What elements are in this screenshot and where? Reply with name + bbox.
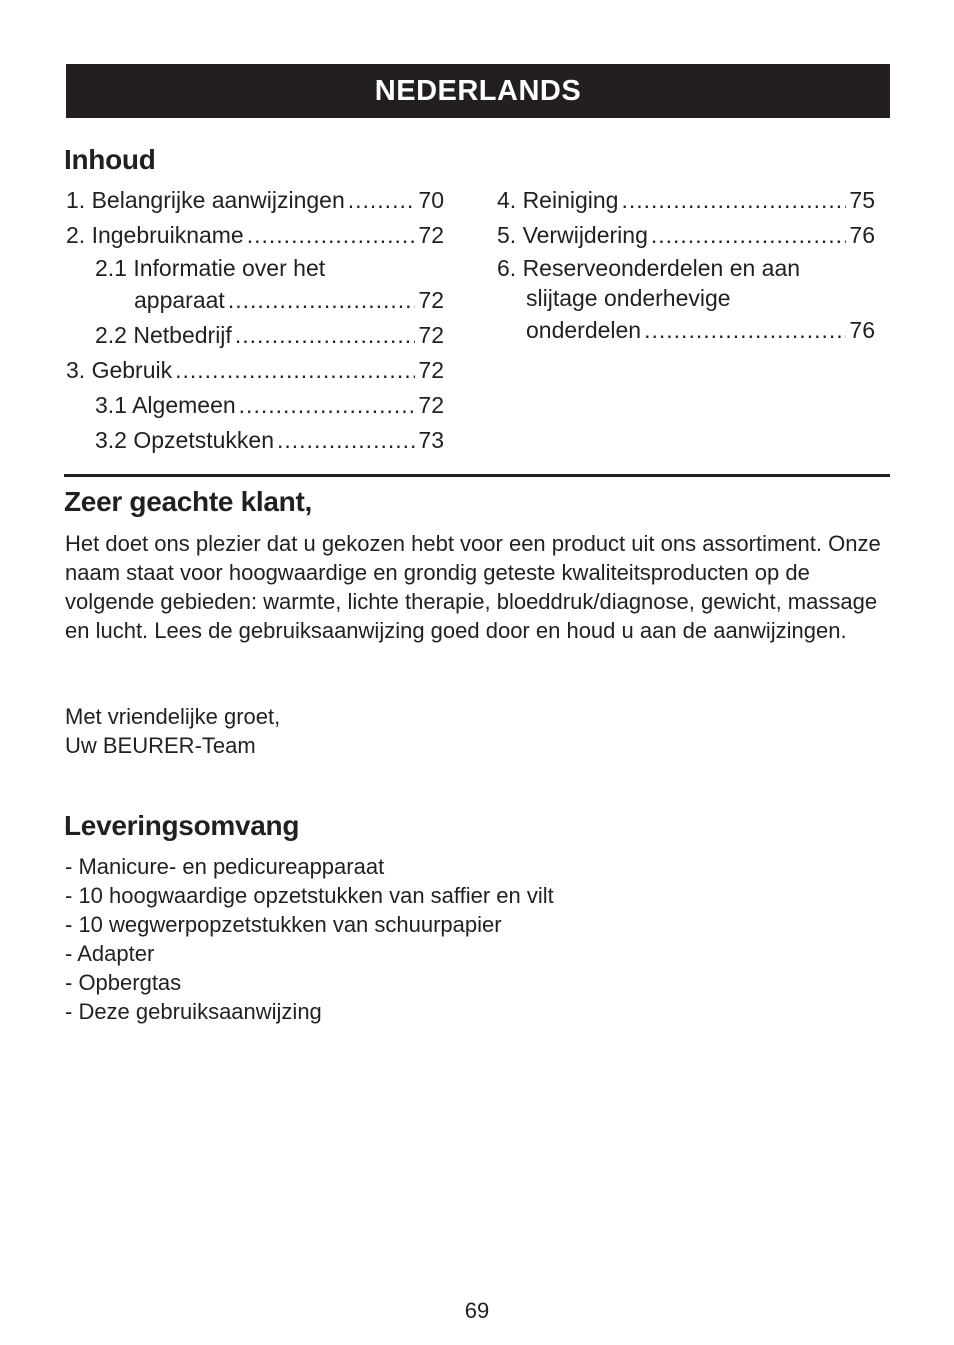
toc-entry[interactable] (66, 318, 444, 353)
toc-entry-page: 73 (418, 427, 444, 453)
toc-leader (247, 218, 416, 253)
toc-entry-page: 76 (849, 222, 875, 248)
toc-entry-page: 72 (418, 287, 444, 313)
toc-entry-page: 72 (418, 222, 444, 248)
greeting-closing (65, 702, 895, 760)
toc-entry[interactable] (66, 183, 444, 218)
toc-leader (621, 183, 846, 218)
toc-leader (235, 318, 416, 353)
toc-entry-label: apparaat (134, 287, 225, 313)
toc-entry-page: 75 (849, 187, 875, 213)
toc-entry-label: 2. Ingebruikname (66, 222, 244, 248)
greeting-title: Zeer geachte klant, (64, 486, 312, 517)
toc-entry-label: onderdelen (526, 317, 642, 343)
toc-entry[interactable] (66, 353, 444, 388)
toc-entry-page: 72 (418, 357, 444, 383)
page-number: 69 (464, 1298, 490, 1323)
list-item: - Adapter (65, 941, 155, 966)
toc-entry[interactable] (66, 253, 444, 283)
toc-entry-label: 2.2 Netbedrijf (95, 322, 232, 348)
list-item: - 10 hoogwaardige opzetstukken van saffier en vilt (65, 883, 554, 908)
delivery-title: Leveringsomvang (64, 810, 300, 841)
toc-entry-label: 3.1 Algemeen (95, 392, 236, 418)
closing-line-2: Uw BEURER-Team (65, 733, 256, 758)
toc-entry[interactable] (497, 218, 875, 253)
toc-entry-continuation[interactable] (497, 313, 875, 348)
toc-entry-page: 70 (418, 187, 444, 213)
toc-entry-label: slijtage onderhevige (526, 285, 731, 311)
toc-entry-label: 3.2 Opzetstukken (95, 427, 274, 453)
toc-leader (644, 313, 846, 348)
closing-line-1: Met vriendelijke groet, (65, 704, 281, 729)
toc-entry-continuation[interactable] (66, 283, 444, 318)
toc-entry-page: 76 (849, 317, 875, 343)
toc-entry-page: 72 (418, 392, 444, 418)
toc-entry-label: 6. Reserveonderdelen en aan (497, 255, 801, 281)
toc-entry-continuation[interactable] (497, 283, 875, 313)
toc-leader (277, 423, 415, 458)
toc-entry[interactable] (497, 183, 875, 218)
toc-entry-label: 3. Gebruik (66, 357, 173, 383)
toc-entry-label: 4. Reiniging (497, 187, 619, 213)
toc-leader (348, 183, 416, 218)
toc-left-column (66, 183, 444, 458)
toc-entry[interactable] (66, 388, 444, 423)
section-divider (64, 474, 890, 477)
list-item: - Opbergtas (65, 970, 182, 995)
toc-entry-page: 72 (418, 322, 444, 348)
toc-leader (651, 218, 847, 253)
toc-right-column (497, 183, 875, 348)
toc-leader (239, 388, 416, 423)
language-banner (66, 64, 890, 118)
toc-entry-label: 2.1 Informatie over het (95, 255, 326, 281)
greeting-body: Het doet ons plezier dat u gekozen hebt voor een product uit ons assortiment. Onze naam staat voor hoogwaardige en grondig geteste kwaliteitsproducten op de volgende gebieden: warmte, lichte therapie, bloeddruk/diagnose, gewicht, massage en lucht. Lees de gebruiksaanwijzing goed door en houd u aan de aanwijzingen. (65, 531, 881, 643)
language-banner-label: NEDERLANDS (374, 74, 582, 107)
list-item: - Deze gebruiksaanwijzing (65, 999, 322, 1024)
toc-leader (228, 283, 416, 318)
toc-entry[interactable] (66, 423, 444, 458)
toc-entry-label: 5. Verwijdering (497, 222, 648, 248)
toc-entry[interactable] (497, 253, 875, 283)
delivery-list (65, 852, 554, 1026)
list-item: - 10 wegwerpopzetstukken van schuurpapier (65, 912, 502, 937)
toc-entry[interactable] (66, 218, 444, 253)
list-item: - Manicure- en pedicureapparaat (65, 854, 385, 879)
toc-entry-label: 1. Belangrijke aanwijzingen (66, 187, 345, 213)
toc-title: Inhoud (64, 144, 156, 175)
toc-leader (175, 353, 415, 388)
